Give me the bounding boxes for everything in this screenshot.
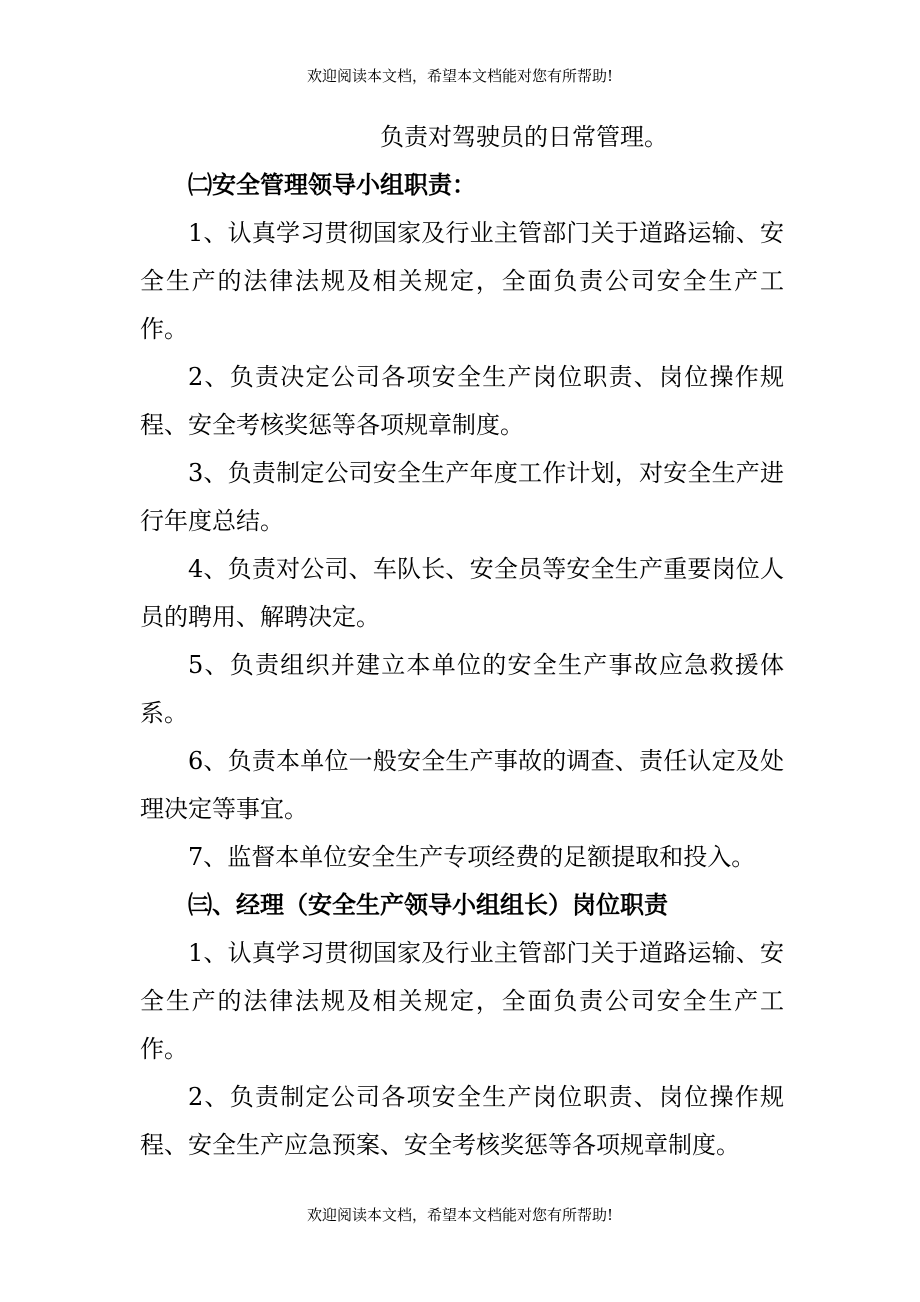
section-2-item-6: 6、负责本单位一般安全生产事故的调查、责任认定及处理决定等事宜。 (140, 747, 784, 823)
section-2-item-7: 7、监督本单位安全生产专项经费的足额提取和投入。 (188, 843, 756, 871)
section-2-item-5: 5、负责组织并建立本单位的安全生产事故应急救援体系。 (140, 651, 784, 727)
opening-line: 负责对驾驶员的日常管理。 (380, 123, 668, 151)
document-body (140, 113, 784, 1169)
section-3-item-2: 2、负责制定公司各项安全生产岗位职责、岗位操作规程、安全生产应急预案、安全考核奖惩等各项规章制度。 (140, 1083, 784, 1159)
page-header-note: 欢迎阅读本文档，希望本文档能对您有所帮助! (306, 67, 614, 85)
section-3-item-1: 1、认真学习贯彻国家及行业主管部门关于道路运输、安全生产的法律法规及相关规定，全面负责公司安全生产工作。 (140, 939, 784, 1063)
section-2-item-3: 3、负责制定公司安全生产年度工作计划，对安全生产进行年度总结。 (140, 459, 784, 535)
section-3-heading: ㈢、经理（安全生产领导小组组长）岗位职责 (188, 891, 668, 919)
section-2-heading: ㈡安全管理领导小组职责： (188, 171, 476, 199)
section-2-item-2: 2、负责决定公司各项安全生产岗位职责、岗位操作规程、安全考核奖惩等各项规章制度。 (140, 363, 784, 439)
section-2-item-1: 1、认真学习贯彻国家及行业主管部门关于道路运输、安全生产的法律法规及相关规定，全面负责公司安全生产工作。 (140, 219, 784, 343)
section-2-item-4: 4、负责对公司、车队长、安全员等安全生产重要岗位人员的聘用、解聘决定。 (140, 555, 784, 631)
page-footer-note: 欢迎阅读本文档，希望本文档能对您有所帮助! (306, 1206, 614, 1224)
